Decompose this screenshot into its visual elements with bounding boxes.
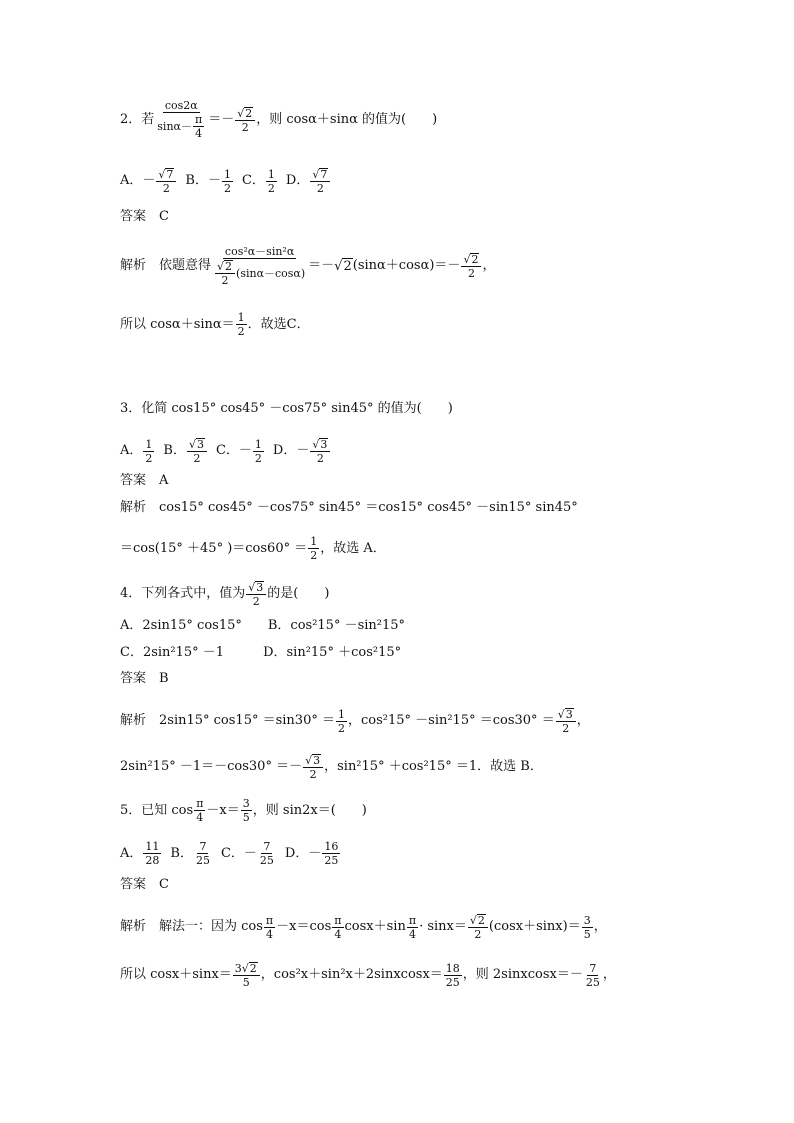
q2-solution-line1: 解析 依题意得 cos²α－sin²α $\frac{√2}{2}$ (sinα－cosα) ＝－ √2 (sinα＋cosα)＝－ $\frac{√2}{2}$ ， xyxy=(120,245,496,287)
q4-options-ab: A．2sin15° cos15° B．cos²15° －sin²15° xyxy=(120,618,406,633)
q4-solution-line1: 解析 2sin15° cos15° ＝sin30° ＝ $\frac{1}{2}$ ，cos²15° －sin²15° ＝cos30° ＝ $\frac{√3}{2}$ ， xyxy=(120,707,590,735)
q4-solution-line2: 2sin²15° －1＝－cos30° ＝－ $\frac{√3}{2}$ ，sin²15° ＋cos²15° ＝1．故选 B． xyxy=(120,754,543,781)
q2-sqrt2-over-2: $\frac{√2}{2}$ xyxy=(235,107,255,133)
q4-options-cd: C．2sin²15° －1 D．sin²15° ＋cos²15° xyxy=(120,645,402,660)
q5-solution-line2: 所以 cosx＋sinx＝ $\frac{3√2}{5}$ ，cos²x＋sin²x＋2sinxcosx＝ $\frac{18}{25}$ ，则 2sinxcosx＝－ $\frac{7}{25}$ ， xyxy=(120,961,616,989)
q3-solution-line2: ＝cos(15° ＋45° )＝cos60° ＝ $\frac{1}{2}$ ，故选 A． xyxy=(120,535,386,562)
q3-options: A． $\frac{1}{2}$ B． $\frac{√3}{2}$ C．－ $\frac{1}{2}$ D．－ $\frac{√3}{2}$ xyxy=(120,438,331,464)
q3-stem: 3．化简 cos15° cos45° －cos75° sin45° 的值为( ) xyxy=(120,401,453,416)
q3-solution-line1: 解析 cos15° cos45° －cos75° sin45° ＝cos15° cos45° －sin15° sin45° xyxy=(120,500,578,515)
q2-answer: 答案 C xyxy=(120,209,169,224)
q5-solution-line1: 解析 解法一：因为 cos $\frac{\pi}{4}$ －x＝cos $\frac{\pi}{4}$ cosx＋sin $\frac{\pi}{4}$ · sinx＝ $\frac{√2}{2}$ (cosx＋sinx)＝ $\frac{3}{5}$ ， xyxy=(120,913,607,941)
q3-answer: 答案 A xyxy=(120,473,169,488)
q5-options: A． $\frac{11}{28}$ B． $\frac{7}{25}$ C．－ $\frac{7}{25}$ D．－ $\frac{16}{25}$ xyxy=(120,840,339,867)
q2-number: 2．若 xyxy=(120,111,155,127)
q2-main-fraction: cos2α sinα－ $\frac{\pi}{4}$ xyxy=(157,99,203,140)
q2-solution-line2: 所以 cosα＋sinα＝ $\frac{1}{2}$ ．故选C． xyxy=(120,311,310,338)
q4-stem: 4．下列各式中，值为 $\frac{√3}{2}$ 的是( ) xyxy=(120,581,330,608)
q2-options: A．－ $\frac{√7}{2}$ B．－ $\frac{1}{2}$ C． $\frac{1}{2}$ D． $\frac{√7}{2}$ xyxy=(120,168,331,194)
q5-answer: 答案 C xyxy=(120,877,169,892)
q2-stem: 2．若 cos2α sinα－ $\frac{\pi}{4}$ ＝－ $\frac{√2}{2}$ ，则 cosα＋sinα 的值为( ) xyxy=(120,99,438,140)
q5-stem: 5．已知 cos $\frac{\pi}{4}$ －x＝ $\frac{3}{5}$ ，则 sin2x＝( ) xyxy=(120,797,367,824)
q4-answer: 答案 B xyxy=(120,671,169,686)
